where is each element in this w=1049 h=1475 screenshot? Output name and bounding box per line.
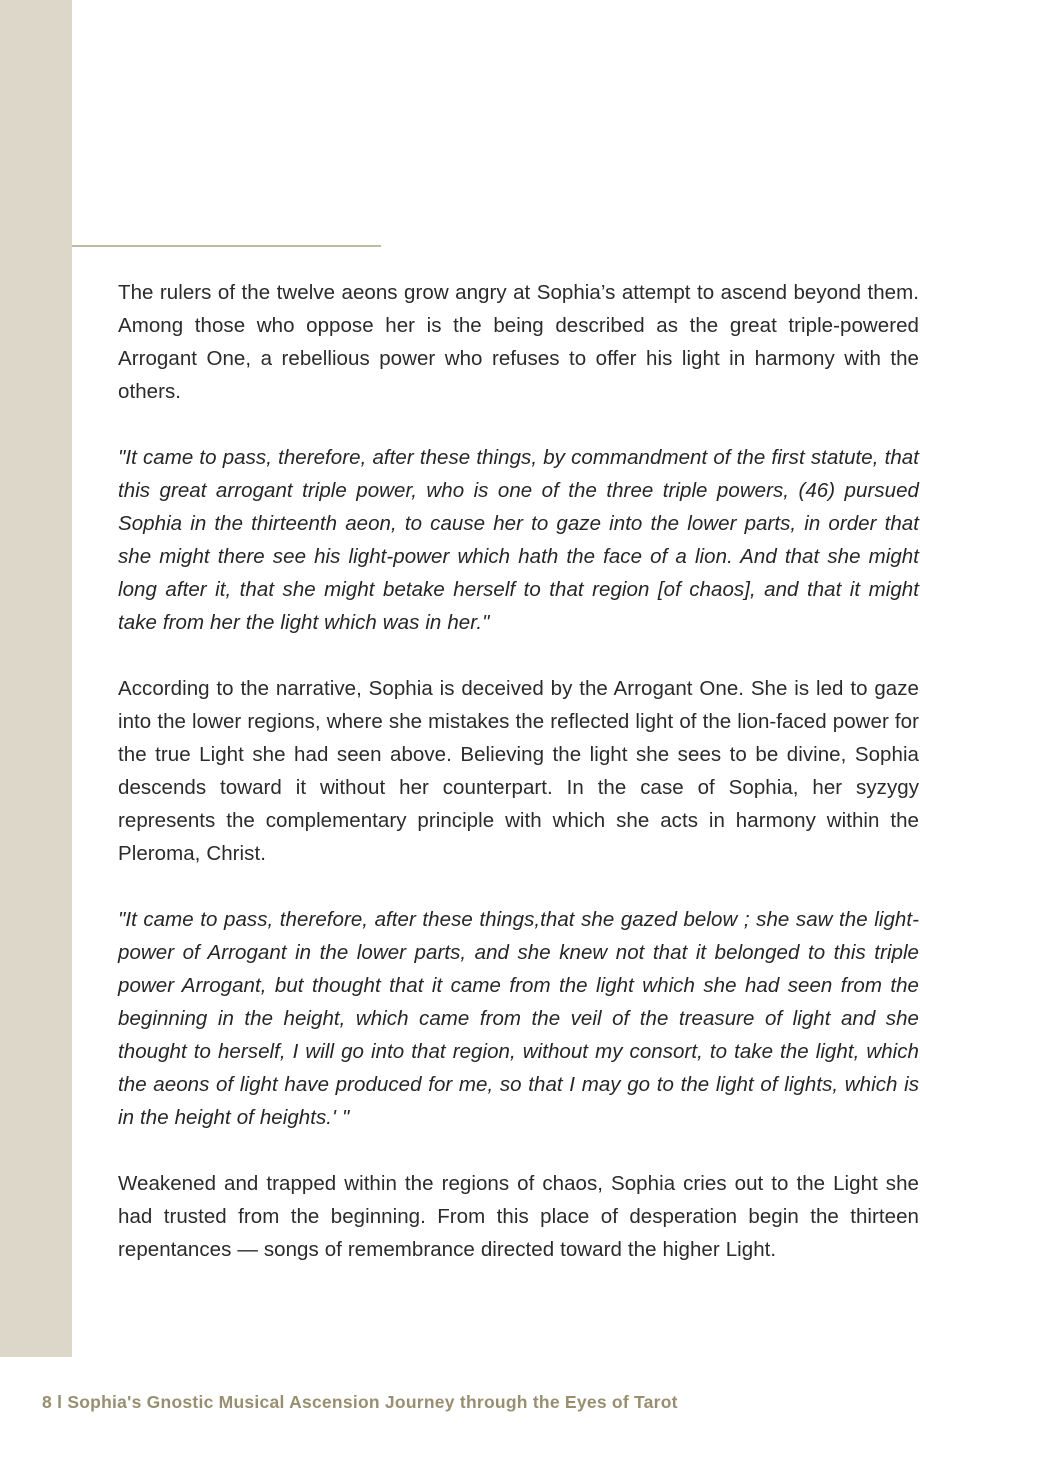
blockquote-second: "It came to pass, therefore, after these things,that she gazed below ; she saw the light-power of Arrogant in the lower parts, and she knew not that it belonged to this triple power Arrogant, but thought that it came from the light which she had seen from the beginning in the height, which came from the veil of the treasure of light and she thought to herself, I will go into that region, without my consort, to take the light, which the aeons of light have produced for me, so that I may go to the light of lights, which is in the height of heights.' " xyxy=(118,908,919,1129)
left-margin-band xyxy=(0,0,72,1357)
paragraph-intro: The rulers of the twelve aeons grow angry at Sophia’s attempt to ascend beyond them. Among those who oppose her is the being described as the great triple-powered Arrogant One, a rebellious power who refuses to offer his light in harmony with the others. xyxy=(118,281,919,403)
blockquote-first: "It came to pass, therefore, after these things, by commandment of the first statute, that this great arrogant triple power, who is one of the three triple powers, (46) pursued Sophia in the thirteenth aeon, to cause her to gaze into the lower parts, in order that she might there see his light-power which hath the face of a lion. And that she might long after it, that she might betake herself to that region [of chaos], and that it might take from her the light which was in her." xyxy=(118,446,919,634)
paragraph-narrative: According to the narrative, Sophia is deceived by the Arrogant One. She is led to gaze into the lower regions, where she mistakes the reflected light of the lion-faced power for the true Light she had seen above. Believing the light she sees to be divine, Sophia descends toward it without her counterpart. In the case of Sophia, her syzygy represents the complementary principle with which she acts in harmony within the Pleroma, Christ. xyxy=(118,677,919,865)
paragraph-closing: Weakened and trapped within the regions of chaos, Sophia cries out to the Light she had trusted from the beginning. From this place of desperation begin the thirteen repentances — songs of remembrance directed toward the higher Light. xyxy=(118,1172,919,1261)
page-footer: 8 l Sophia's Gnostic Musical Ascension Journey through the Eyes of Tarot xyxy=(42,1392,678,1412)
header-divider-rule xyxy=(72,245,381,247)
body-content xyxy=(118,276,919,1266)
